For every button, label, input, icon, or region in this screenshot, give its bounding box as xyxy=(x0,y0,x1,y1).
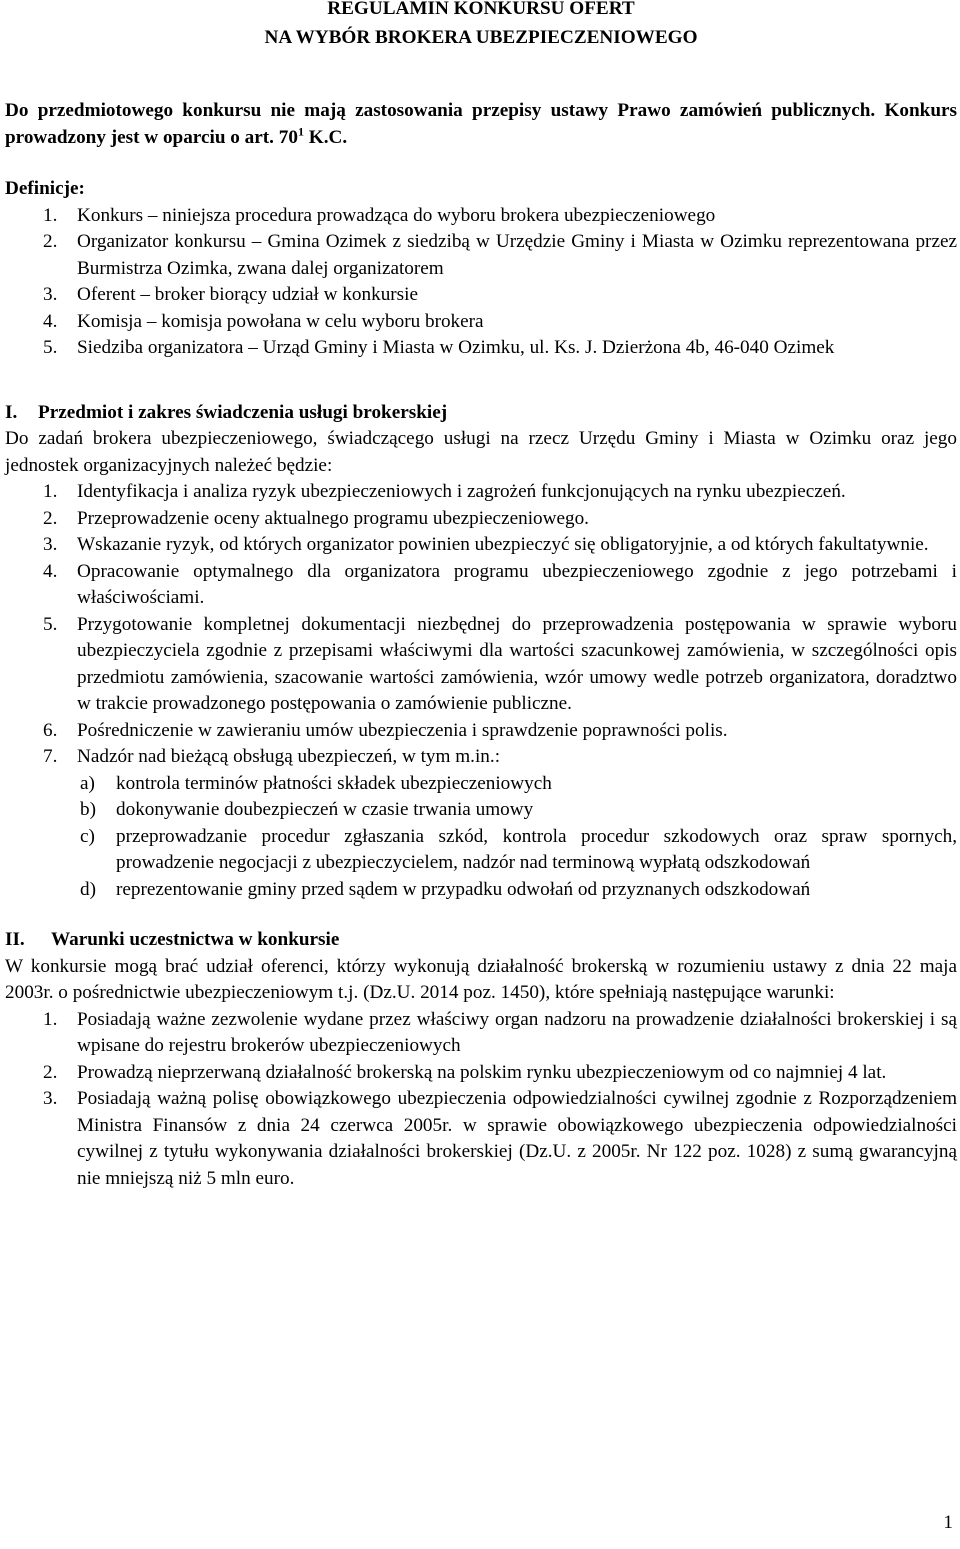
list-item-number: 3. xyxy=(43,284,58,305)
section-1-number: I. xyxy=(5,401,18,423)
list-item-number: c) xyxy=(80,825,95,847)
list-item-text: Posiadają ważne zezwolenie wydane przez właściwy organ nadzoru na prowadzenie działalności brokerskiej i są wpisane do rejestru brokerów ubezpieczeniowych xyxy=(77,1008,957,1056)
intro-superscript: 1 xyxy=(297,124,304,139)
list-item-number: 2. xyxy=(43,231,58,252)
list-item-number: 3. xyxy=(43,1088,58,1109)
section-1-lead: Do zadań brokera ubezpieczeniowego, świadczącego usługi na rzecz Urzędu Gminy i Miasta w Ozimku oraz jego jednostek organizacyjnych należeć będzie: xyxy=(5,428,957,476)
definition-item xyxy=(43,229,957,282)
page-number: 1 xyxy=(943,1512,953,1533)
intro-text-end: K.C. xyxy=(303,126,348,148)
list-item-number: 5. xyxy=(43,613,58,635)
list-item-text: Posiadają ważną polisę obowiązkowego ubezpieczenia odpowiedzialności cywilnej zgodnie z Rozporządzeniem Ministra Finansów z dnia 24 czerwca 2005r. w sprawie obowiązkowego ubezpieczenia odpowiedzialności cywilnej z tytułu wykonywania działalności brokerskiej (Dz.U. z 2005r. Nr 122 poz. 1028) z sumą gwarancyjną nie mniejszą niż 5 mln euro. xyxy=(77,1088,957,1189)
section-1-title: Przedmiot i zakres świadczenia usługi brokerskiej xyxy=(38,401,448,423)
list-item-text: Przygotowanie kompletnej dokumentacji niezbędnej do przeprowadzenia postępowania w sprawie wyboru ubezpieczyciela zgodnie z przepisami właściwymi dla wartości szacunkowej zamówienia, w szczególności opis przedmiotu zamówienia, szacowanie wartości zamówienia, wzór umowy wedle potrzeb organizatora, doradztwo w trakcie prowadzonego postępowania o zamówienie publiczne. xyxy=(77,613,957,714)
list-item-number: 6. xyxy=(43,719,58,741)
list-item-number: 7. xyxy=(43,746,58,767)
document-title-line-1: REGULAMIN KONKURSU OFERT xyxy=(327,0,635,19)
section-2-heading xyxy=(5,927,957,954)
list-item-text: Pośredniczenie w zawieraniu umów ubezpieczenia i sprawdzenie poprawności polis. xyxy=(77,719,728,741)
definition-item xyxy=(43,309,957,336)
section-1-sublist xyxy=(5,771,957,904)
list-item-text: Wskazanie ryzyk, od których organizator powinien ubezpieczyć się obligatoryjnie, a od których fakultatywnie. xyxy=(77,534,929,555)
list-item-text: Identyfikacja i analiza ryzyk ubezpieczeniowych i zagrożeń funkcjonujących na rynku ubezpieczeń. xyxy=(77,481,846,502)
definitions-heading: Definicje: xyxy=(5,178,85,199)
list-item-number: 1. xyxy=(43,1008,58,1030)
list-item-text: Przeprowadzenie oceny aktualnego programu ubezpieczeniowego. xyxy=(77,507,589,529)
section-1-item xyxy=(43,744,957,771)
list-item-text: przeprowadzanie procedur zgłaszania szkód, kontrola procedur szkodowych oraz spraw spornych, prowadzenie negocjacji z ubezpieczycielem, nadzór nad terminową wypłatą odszkodowań xyxy=(116,825,957,873)
list-item-text: Konkurs – niniejsza procedura prowadząca do wyboru brokera ubezpieczeniowego xyxy=(77,204,716,226)
section-1-heading xyxy=(5,400,957,427)
section-2-title: Warunki uczestnictwa w konkursie xyxy=(51,929,340,950)
section-1-item xyxy=(43,718,957,745)
section-1-subitem xyxy=(80,771,957,798)
section-1-subitem xyxy=(80,797,957,824)
definition-item xyxy=(43,335,957,362)
list-item-number: 3. xyxy=(43,534,58,555)
section-2-item xyxy=(43,1060,957,1087)
document-title-line-2: NA WYBÓR BROKERA UBEZPIECZENIOWEGO xyxy=(264,27,698,48)
list-item-number: b) xyxy=(80,799,96,820)
section-1-item xyxy=(43,506,957,533)
section-2-lead: W konkursie mogą brać udział oferenci, którzy wykonują działalność brokerską w rozumieniu ustawy z dnia 22 maja 2003r. o pośrednictwie ubezpieczeniowym t.j. (Dz.U. 2014 poz. 1450), które spełniają następujące warunki: xyxy=(5,955,957,1003)
section-2-item xyxy=(43,1007,957,1060)
list-item-text: Organizator konkursu – Gmina Ozimek z siedzibą w Urzędzie Gminy i Miasta w Ozimku reprezentowana przez Burmistrza Ozimka, zwana dalej organizatorem xyxy=(77,231,957,279)
section-1-subitem xyxy=(80,877,957,904)
list-item-text: Komisja – komisja powołana w celu wyboru brokera xyxy=(77,310,484,332)
document-page xyxy=(5,0,957,1192)
section-1-item xyxy=(43,532,957,559)
section-1-item xyxy=(43,559,957,612)
section-2-number: II. xyxy=(5,929,25,950)
list-item-number: 2. xyxy=(43,1061,58,1083)
list-item-number: 5. xyxy=(43,337,58,358)
list-item-number: d) xyxy=(80,878,96,900)
section-1-item xyxy=(43,612,957,718)
list-item-text: Opracowanie optymalnego dla organizatora programu ubezpieczeniowego zgodnie z jego potrzebami i właściwościami. xyxy=(77,560,957,608)
list-item-number: 4. xyxy=(43,310,58,332)
definitions-list xyxy=(5,203,957,362)
section-2-list xyxy=(5,1007,957,1193)
list-item-text: Siedziba organizatora – Urząd Gminy i Miasta w Ozimku, ul. Ks. J. Dzierżona 4b, 46-040 Ozimek xyxy=(77,337,835,358)
list-item-number: 2. xyxy=(43,507,58,529)
list-item-text: Nadzór nad bieżącą obsługą ubezpieczeń, w tym m.in.: xyxy=(77,746,501,767)
section-1-subitem xyxy=(80,824,957,877)
list-item-number: 4. xyxy=(43,560,58,582)
definition-item xyxy=(43,282,957,309)
list-item-text: kontrola terminów płatności składek ubezpieczeniowych xyxy=(116,772,552,794)
list-item-number: a) xyxy=(80,772,95,794)
list-item-number: 1. xyxy=(43,481,58,502)
list-item-number: 1. xyxy=(43,204,58,226)
definition-item xyxy=(43,203,957,230)
list-item-text: Prowadzą nieprzerwaną działalność brokerską na polskim rynku ubezpieczeniowym od co najmniej 4 lat. xyxy=(77,1061,887,1083)
section-1-list xyxy=(5,479,957,771)
section-2-item xyxy=(43,1086,957,1192)
intro-text: Do przedmiotowego konkursu nie mają zastosowania przepisy ustawy Prawo zamówień publicznych. Konkurs prowadzony jest w oparciu o art. 70 xyxy=(5,100,957,148)
list-item-text: dokonywanie doubezpieczeń w czasie trwania umowy xyxy=(116,799,534,820)
intro-paragraph xyxy=(5,98,957,151)
list-item-text: Oferent – broker biorący udział w konkursie xyxy=(77,284,418,305)
section-1-item xyxy=(43,479,957,506)
list-item-text: reprezentowanie gminy przed sądem w przypadku odwołań od przyznanych odszkodowań xyxy=(116,878,811,900)
